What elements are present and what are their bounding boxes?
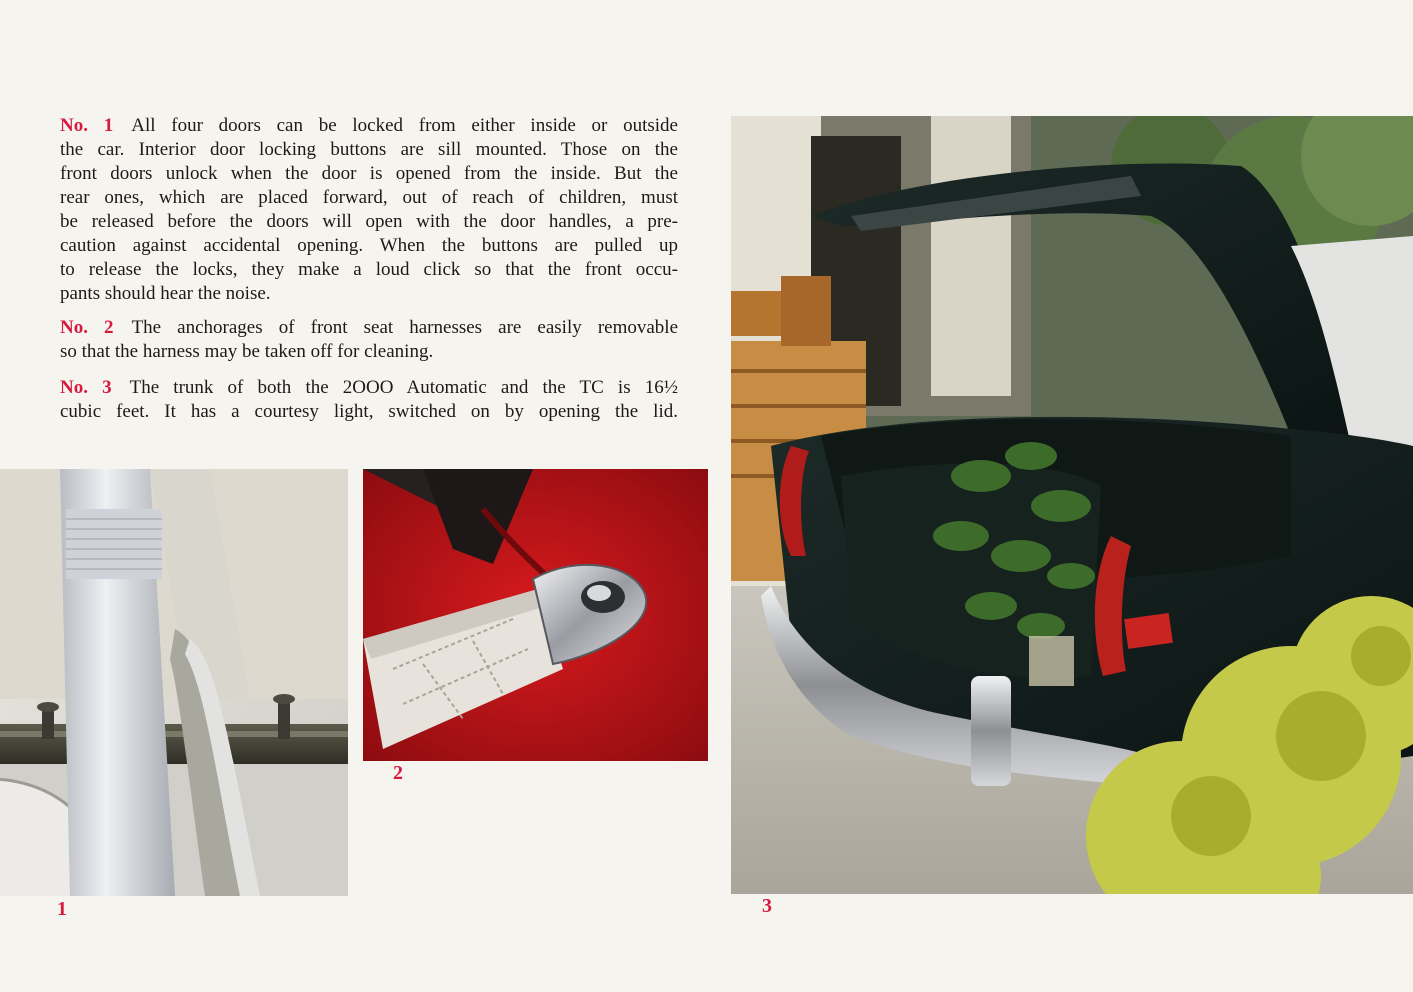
paragraph-no-1 bbox=[60, 114, 678, 306]
caption-photo-1: 1 bbox=[57, 898, 67, 920]
caption-photo-2: 2 bbox=[393, 762, 403, 784]
text-line: to release the locks, they make a loud click so that the front occu- bbox=[60, 259, 678, 280]
photo-door-lock-buttons bbox=[0, 469, 348, 896]
photo-harness-anchorage bbox=[363, 469, 708, 761]
text-line: pants should hear the noise. bbox=[60, 283, 271, 304]
paragraph-number: No. 1 bbox=[60, 115, 114, 136]
paragraph-no-2 bbox=[60, 316, 678, 364]
paragraph-number: No. 2 bbox=[60, 317, 114, 338]
text-line: be released before the doors will open with the door handles, a pre- bbox=[60, 211, 678, 232]
paragraph-number: No. 3 bbox=[60, 377, 112, 398]
photo-1-illustration bbox=[0, 469, 348, 896]
text-line: All four doors can be locked from either inside or outside bbox=[131, 115, 678, 136]
photo-2-illustration bbox=[363, 469, 708, 761]
text-line: The anchorages of front seat harnesses are easily removable bbox=[131, 317, 678, 338]
text-line: caution against accidental opening. When the buttons are pulled up bbox=[60, 235, 678, 256]
text-line: so that the harness may be taken off for cleaning. bbox=[60, 341, 434, 362]
caption-photo-3: 3 bbox=[762, 895, 772, 917]
photo-3-illustration bbox=[731, 116, 1413, 894]
text-line: the car. Interior door locking buttons are sill mounted. Those on the bbox=[60, 139, 678, 160]
text-line: front doors unlock when the door is opened from the inside. But the bbox=[60, 163, 678, 184]
text-line: cubic feet. It has a courtesy light, switched on by opening the lid. bbox=[60, 401, 678, 422]
photo-car-trunk bbox=[731, 116, 1413, 894]
text-line: rear ones, which are placed forward, out of reach of children, must bbox=[60, 187, 678, 208]
text-line: The trunk of both the 2OOO Automatic and the TC is 16½ bbox=[129, 377, 678, 398]
paragraph-no-3 bbox=[60, 376, 678, 424]
